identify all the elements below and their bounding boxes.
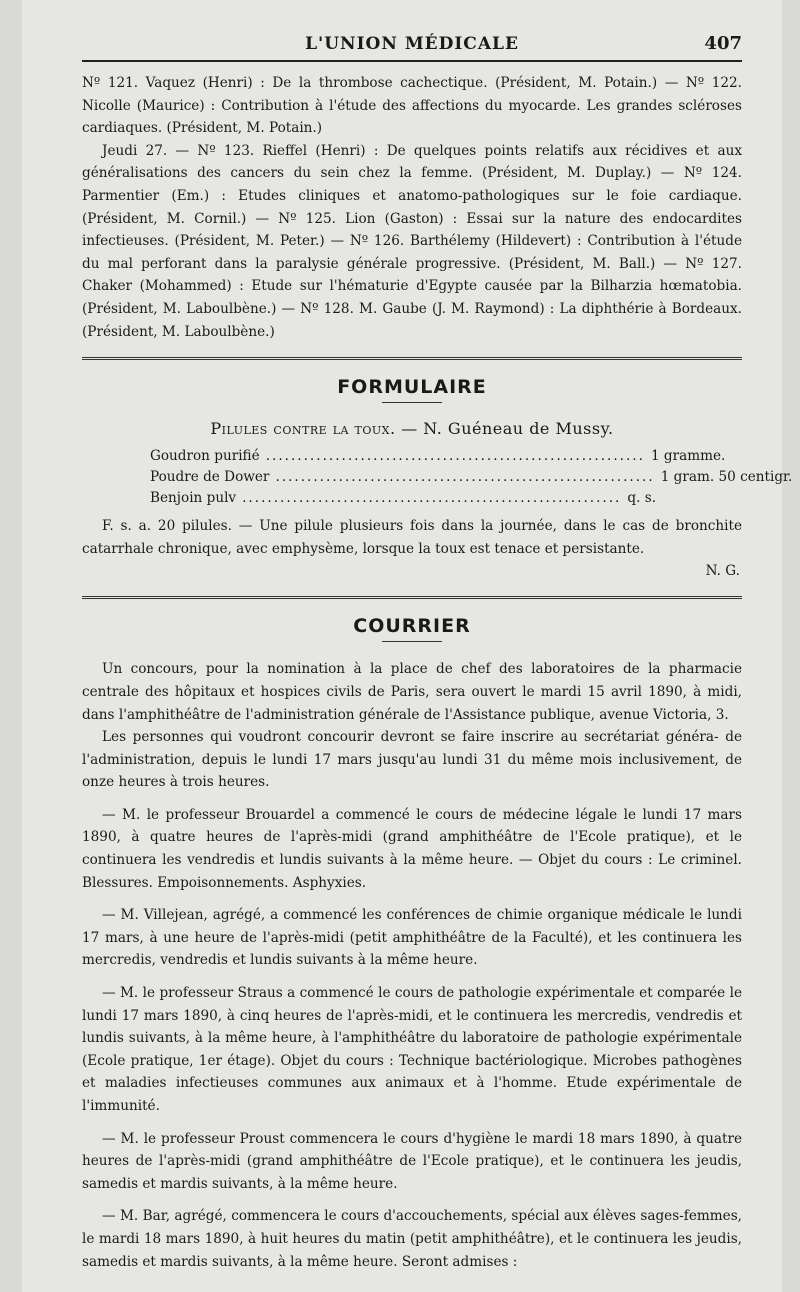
section-title-courrier: COURRIER bbox=[353, 615, 471, 638]
ingredient-row bbox=[150, 467, 793, 488]
ingredient-list bbox=[150, 446, 793, 509]
theses-paragraph-1: Nº 121. Vaquez (Henri) : De la thrombose cachectique. (Président, M. Potain.) — Nº 122. Nicolle (Maurice) : Contribution à l'étude des affections du myocarde. Les grandes scléroses cardiaques. (Président, M. Potain.) bbox=[82, 75, 742, 137]
courrier-paragraph: — M. Villejean, agrégé, a commencé les conférences de chimie organique médicale le lundi 17 mars, à une heure de l'après-midi (petit amphithéâtre de la Faculté), et les continuera les mercredis, vendredis et lundis suivants à la même heure. bbox=[82, 907, 742, 969]
leader-dots: ............................................................ bbox=[265, 448, 645, 465]
courrier-paragraph: — M. le professeur Brouardel a commencé le cours de médecine légale le lundi 17 mars 1890, à quatre heures de l'après-midi (grand amphithéâtre de l'Ecole pratique), et le continuera les vendredis et lundis suivants à la même heure. — Objet du cours : Le criminel. Blessures. Empoisonnements. Asphyxies. bbox=[82, 806, 742, 891]
header-rule bbox=[82, 60, 742, 62]
ingredient-quantity: 1 gram. 50 centigr. bbox=[660, 469, 793, 486]
page-header bbox=[82, 0, 742, 60]
recipe-name: Pilules contre la toux. bbox=[210, 419, 396, 439]
ingredient-quantity: 1 gramme. bbox=[650, 448, 726, 465]
ingredient-row bbox=[150, 446, 726, 467]
recipe-author: — N. Guéneau de Mussy. bbox=[395, 419, 614, 439]
courrier-paragraph: — M. le professeur Proust commencera le cours d'hygiène le mardi 18 mars 1890, à quatre heures de l'après-midi (grand amphithéâtre de l'Ecole pratique), et le continuera les jeudis, samedis et mardis suivants, à la même heure. bbox=[82, 1130, 742, 1192]
ingredient-quantity: q. s. bbox=[627, 490, 657, 507]
recipe-instructions: F. s. a. 20 pilules. — Une pilule plusieurs fois dans la journée, dans le cas de bronchite catarrhale chronique, avec emphysème, lorsque la toux est tenace et persistante. bbox=[82, 518, 742, 557]
section-divider bbox=[82, 596, 742, 599]
courrier-paragraph: Les personnes qui voudront concourir devront se faire inscrire au secrétariat généra- de l'administration, depuis le lundi 17 mars jusqu'au lundi 31 du même mois inclusivement, de onze heures à trois heures. bbox=[82, 729, 742, 791]
courrier-paragraph: — M. Bar, agrégé, commencera le cours d'accouchements, spécial aux élèves sages-femmes, le mardi 18 mars 1890, à huit heures du matin (petit amphithéâtre), et le continuera les jeudis, samedis et mardis suivants, à la même heure. Seront admises : bbox=[82, 1208, 742, 1270]
leader-dots: ............................................................ bbox=[242, 490, 622, 507]
ingredient-name: Goudron purifié bbox=[150, 448, 260, 465]
recipe-title bbox=[82, 419, 742, 438]
leader-dots: ............................................................ bbox=[275, 469, 655, 486]
ingredient-row bbox=[150, 488, 720, 509]
title-underline bbox=[382, 641, 442, 642]
courrier-section bbox=[82, 615, 742, 1273]
ingredient-name: Poudre de Dower bbox=[150, 469, 270, 486]
courrier-paragraph: — M. le professeur Straus a commencé le cours de pathologie expérimentale et comparée le lundi 17 mars 1890, à cinq heures de l'après-midi, et le continuera les mercredis, vendredis et lundis suivants, à la même heure, à l'amphithéâtre du laboratoire de pathologie expérimentale (Ecole pratique, 1er étage). Objet du cours : Technique bactériologique. Microbes pathogènes et maladies infectieuses communes aux animaux et à l'homme. Etude expérimentale de l'immunité. bbox=[82, 985, 742, 1114]
journal-page bbox=[22, 0, 793, 1292]
section-divider bbox=[82, 357, 742, 360]
ingredient-name: Benjoin pulv bbox=[150, 490, 237, 507]
running-title: L'UNION MÉDICALE bbox=[305, 34, 519, 54]
formulaire-section bbox=[82, 376, 793, 582]
section-title-formulaire: FORMULAIRE bbox=[337, 376, 487, 399]
title-underline bbox=[382, 402, 442, 403]
recipe-signature: N. G. bbox=[705, 563, 740, 580]
theses-paragraph-2: Jeudi 27. — Nº 123. Rieffel (Henri) : De quelques points relatifs aux récidives et aux généralisations des cancers du sein chez la femme. (Président, M. Duplay.) — Nº 124. Parmentier (Em.) : Etudes cliniques et anatomo-pathologiques sur le foie cardiaque. (Président, M. Cornil.) — Nº 125. Lion (Gaston) : Essai sur la nature des endocardites infectieuses. (Président, M. Peter.) — Nº 126. Barthélemy (Hildevert) : Contribution à l'étude du mal perforant dans la paralysie générale progressive. (Président, M. Ball.) — Nº 127. Chaker (Mohammed) : Etude sur l'hématurie d'Egypte causée par la Bilharzia hœmatobia. (Président, M. Laboulbène.) — Nº 128. M. Gaube (J. M. Raymond) : La diphthérie à Bordeaux. (Président, M. Laboulbène.) bbox=[82, 142, 742, 340]
page-number: 407 bbox=[704, 33, 742, 54]
courrier-paragraph: Un concours, pour la nomination à la place de chef des laboratoires de la pharmacie centrale des hôpitaux et hospices civils de Paris, sera ouvert le mardi 15 avril 1890, à midi, dans l'amphithéâtre de l'administration générale de l'Assistance publique, avenue Victoria, 3. bbox=[82, 661, 742, 723]
